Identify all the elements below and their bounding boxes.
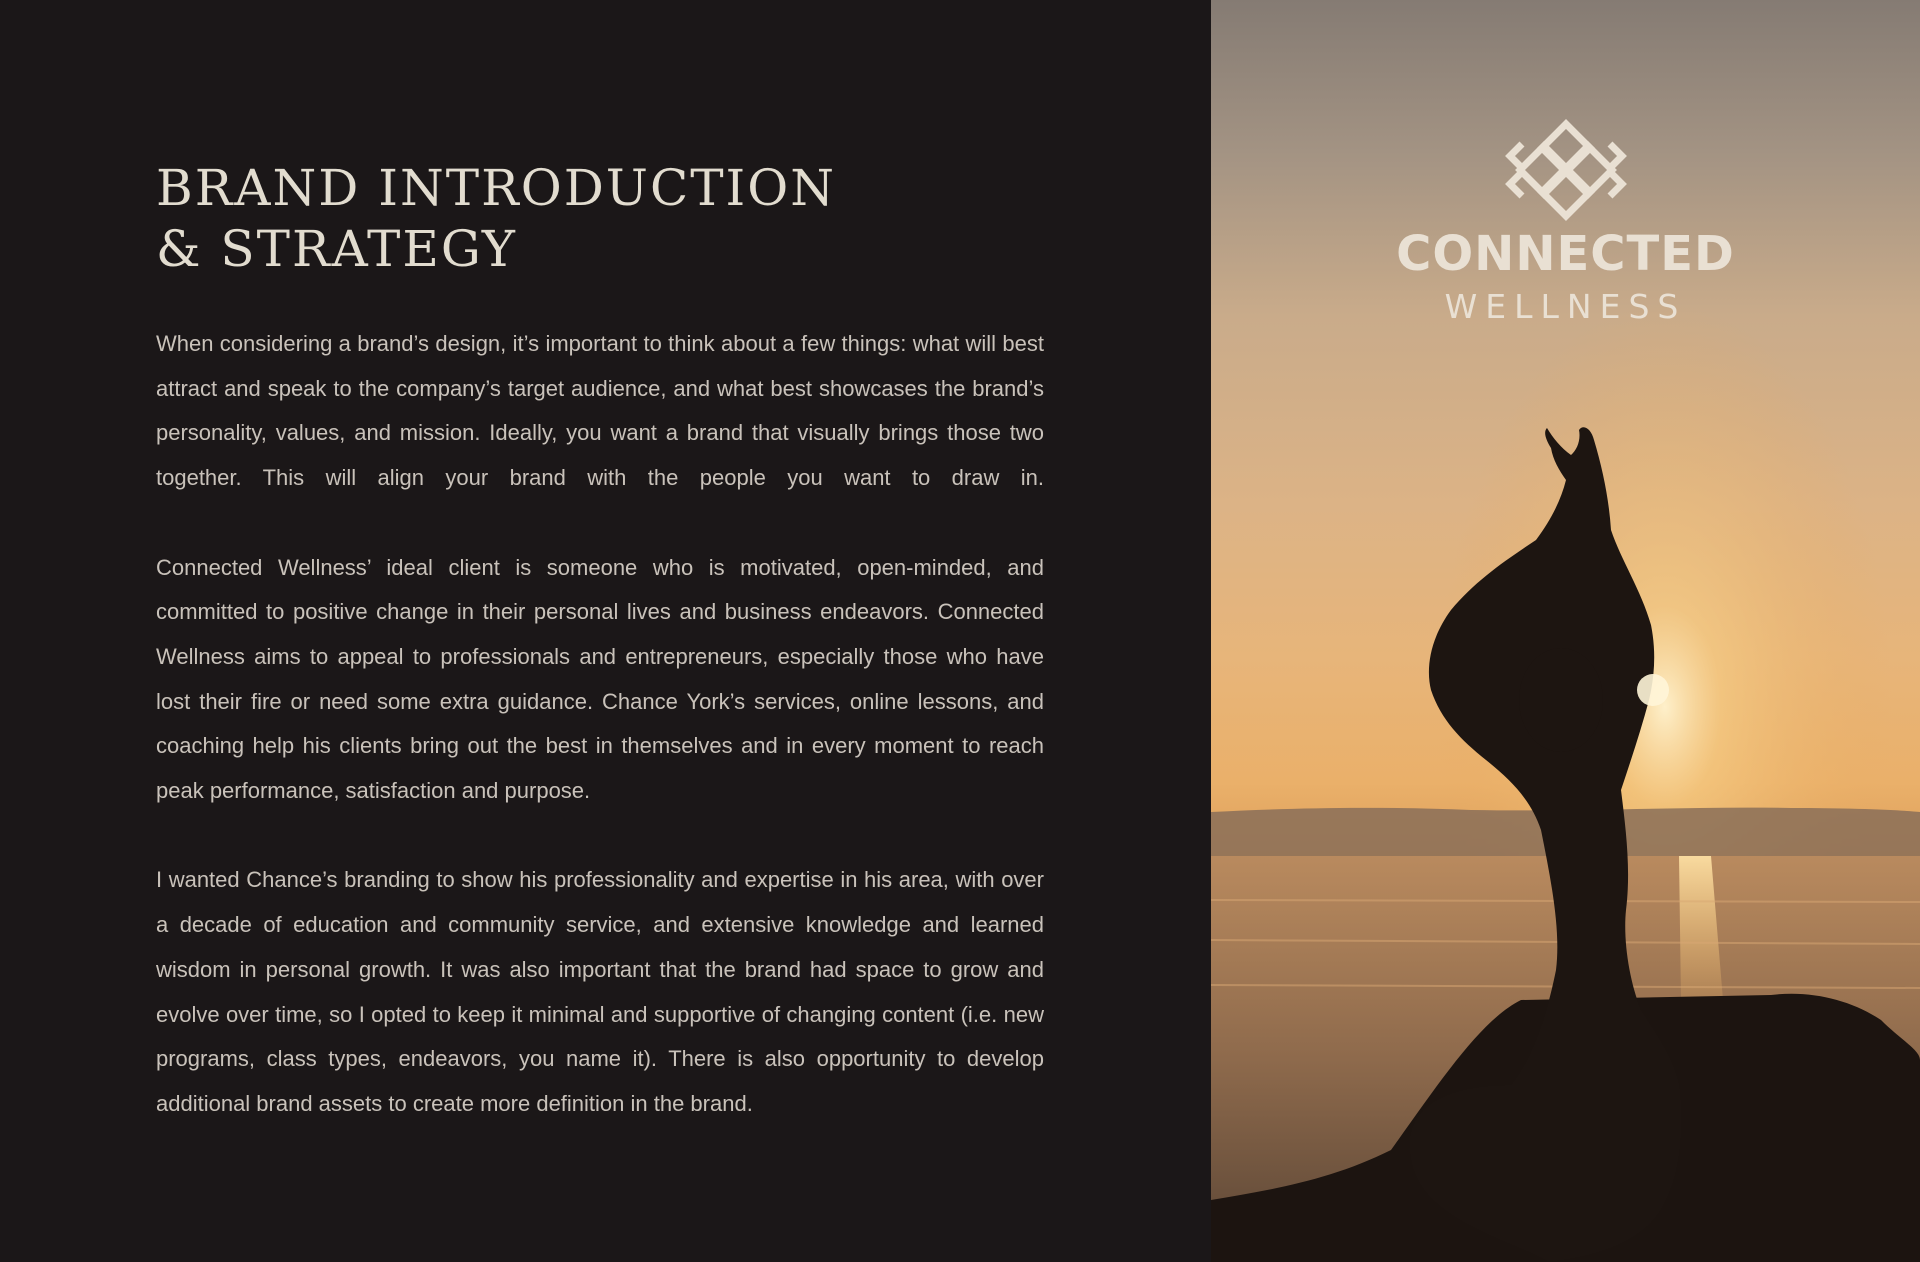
logo-tagline: WELLNESS bbox=[1444, 287, 1687, 326]
paragraph-branding-goals: I wanted Chance’s branding to show his professionality and expertise in his area, with over a decade of education and community service, and extensive knowledge and learned wisdom in personal growth. It was also important that the brand had space to grow and evolve over time, so I opted to keep it minimal and supportive of changing content (i.e. new programs, class types, endeavors, you name it). There is also opportunity to develop additional brand assets to create more definition in the brand. bbox=[156, 867, 1044, 1116]
head-silhouette bbox=[1519, 648, 1603, 752]
paragraph-ideal-client: Connected Wellness’ ideal client is someone who is motivated, open-minded, and committed to positive change in their personal lives and business endeavors. Connected Wellness aims to appeal to professionals and entrepreneurs, especially those who have lost their fire or need some extra guidance. Chance York’s services, online lessons, and coaching help his clients bring out the best in themselves and in every moment to reach peak performance, satisfaction and purpose. bbox=[156, 554, 1044, 804]
sun bbox=[1637, 674, 1669, 706]
page-title bbox=[156, 158, 836, 280]
page-title-line-2: & STRATEGY bbox=[156, 220, 517, 278]
brand-logo bbox=[1211, 118, 1920, 326]
photo-panel bbox=[1211, 0, 1920, 1262]
page-title-line-1: BRAND INTRODUCTION bbox=[156, 159, 837, 217]
endless-knot-icon bbox=[1504, 118, 1628, 222]
logo-wordmark: CONNECTED bbox=[1396, 226, 1735, 282]
body-copy bbox=[156, 322, 1044, 1171]
paragraph-brand-design: When considering a brand’s design, it’s important to think about a few things: what will best attract and speak to the company’s target audience, and what best showcases the brand’s personality, values, and mission. Ideally, you want a brand that visually brings those two together. This will align your brand with the people you want to draw in. bbox=[156, 331, 1044, 491]
